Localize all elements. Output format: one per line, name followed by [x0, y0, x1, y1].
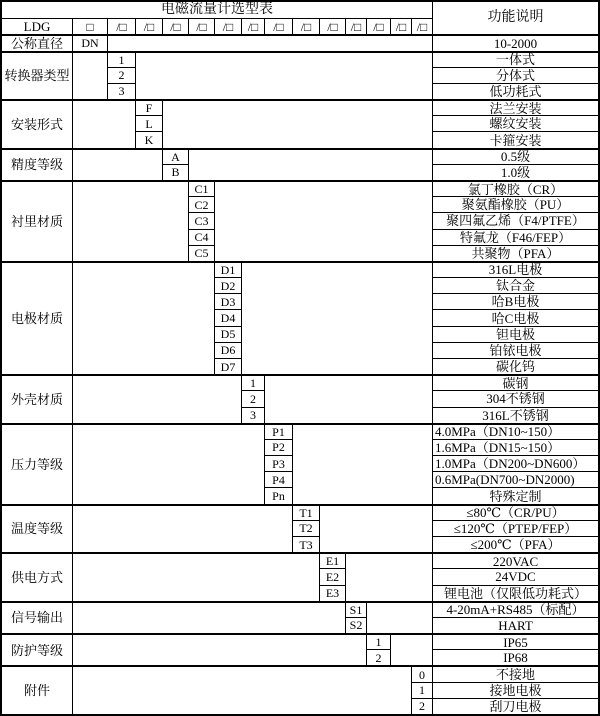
code-cell: 0	[411, 665, 432, 681]
description-cell: 4.0MPa（DN10~150）	[432, 423, 598, 439]
code-cell: C5	[188, 245, 214, 261]
description-cell: ≤200℃（PFA）	[432, 536, 598, 552]
description-cell: 低功耗式	[432, 83, 598, 99]
description-cell: ≤80℃（CR/PU）	[432, 504, 598, 520]
category-label: 公称直径	[2, 34, 72, 50]
description-cell: 10-2000	[432, 34, 598, 50]
code-cell: T2	[292, 520, 319, 536]
code-cell: D3	[214, 293, 241, 309]
code-cell: E1	[319, 552, 345, 568]
empty-cell	[345, 552, 432, 601]
code-cell: 2	[241, 390, 264, 406]
code-cell: T3	[292, 536, 319, 552]
empty-cell	[72, 180, 188, 261]
description-cell: 钛合金	[432, 277, 598, 293]
model-first-box: □	[72, 18, 107, 34]
model-code-slot: /□	[162, 18, 188, 34]
code-cell: 2	[107, 67, 135, 83]
code-cell: S2	[345, 617, 366, 633]
code-cell: L	[135, 115, 162, 131]
description-cell: 4-20mA+RS485（标配）	[432, 601, 598, 617]
model-code-slot: /□	[319, 18, 345, 34]
description-cell: 0.6MPa(DN700~DN2000)	[432, 471, 598, 487]
description-cell: 聚四氟乙烯（F4/PTFE）	[432, 212, 598, 228]
description-cell: 碳钢	[432, 374, 598, 390]
category-label: 附件	[2, 665, 72, 714]
code-cell: 1	[107, 51, 135, 67]
description-cell: 螺纹安装	[432, 115, 598, 131]
description-cell: ≤120℃（PTEP/FEP）	[432, 520, 598, 536]
category-label: 电极材质	[2, 261, 72, 374]
description-cell: 钽电极	[432, 326, 598, 342]
model-prefix: LDG	[2, 18, 72, 34]
model-code-slot: /□	[188, 18, 214, 34]
description-cell: IP65	[432, 633, 598, 649]
model-code-slot: /□	[292, 18, 319, 34]
description-cell: 304不锈钢	[432, 390, 598, 406]
category-label: 防护等级	[2, 633, 72, 665]
code-cell: A	[162, 148, 188, 164]
model-code-slot: /□	[135, 18, 162, 34]
description-cell: 法兰安装	[432, 99, 598, 115]
code-cell: T1	[292, 504, 319, 520]
code-cell: E2	[319, 568, 345, 584]
function-column-header: 功能说明	[432, 2, 598, 34]
code-cell: D1	[214, 261, 241, 277]
description-cell: IP68	[432, 649, 598, 665]
description-cell: 共聚物（PFA）	[432, 245, 598, 261]
category-label: 温度等级	[2, 504, 72, 553]
empty-cell	[319, 504, 432, 553]
empty-cell	[241, 261, 432, 374]
code-cell: 1	[411, 682, 432, 698]
category-label: 安装形式	[2, 99, 72, 148]
code-cell: P1	[264, 423, 292, 439]
empty-cell	[72, 374, 241, 423]
empty-cell	[72, 51, 107, 100]
code-cell: S1	[345, 601, 366, 617]
code-cell: 3	[241, 407, 264, 423]
code-cell: D4	[214, 309, 241, 325]
description-cell: 接地电极	[432, 682, 598, 698]
code-cell: C1	[188, 180, 214, 196]
empty-cell	[72, 423, 264, 504]
description-cell: 刮刀电极	[432, 698, 598, 714]
model-code-slot: /□	[241, 18, 264, 34]
code-cell: E3	[319, 585, 345, 601]
description-cell: 316L不锈钢	[432, 407, 598, 423]
empty-cell	[188, 148, 432, 180]
description-cell: 不接地	[432, 665, 598, 681]
description-cell: 316L电极	[432, 261, 598, 277]
empty-cell	[264, 374, 432, 423]
code-cell: 2	[411, 698, 432, 714]
empty-cell	[72, 148, 162, 180]
code-cell: 3	[107, 83, 135, 99]
code-cell: C4	[188, 229, 214, 245]
model-code-slot: /□	[411, 18, 432, 34]
code-cell: B	[162, 164, 188, 180]
empty-cell	[72, 504, 292, 553]
code-cell: 1	[366, 633, 390, 649]
category-label: 精度等级	[2, 148, 72, 180]
description-cell: 哈B电极	[432, 293, 598, 309]
description-cell: 聚氨酯橡胶（PU）	[432, 196, 598, 212]
description-cell: 0.5级	[432, 148, 598, 164]
code-cell: P4	[264, 471, 292, 487]
description-cell: 特殊定制	[432, 487, 598, 503]
category-label: 转换器类型	[2, 51, 72, 100]
empty-cell	[135, 51, 432, 100]
empty-cell	[292, 423, 432, 504]
description-cell: 分体式	[432, 67, 598, 83]
description-cell: 碳化钨	[432, 358, 598, 374]
description-cell: 哈C电极	[432, 309, 598, 325]
description-cell: 24VDC	[432, 568, 598, 584]
empty-cell	[72, 633, 366, 665]
description-cell: 特氟龙（F46/FEP）	[432, 229, 598, 245]
description-cell: 1.6MPa（DN15~150）	[432, 439, 598, 455]
model-code-slot: /□	[214, 18, 241, 34]
code-cell: F	[135, 99, 162, 115]
description-cell: 卡箍安装	[432, 131, 598, 147]
category-label: 外壳材质	[2, 374, 72, 423]
code-cell: D6	[214, 342, 241, 358]
code-cell: D7	[214, 358, 241, 374]
code-cell: D2	[214, 277, 241, 293]
description-cell: 一体式	[432, 51, 598, 67]
model-code-slot: /□	[366, 18, 390, 34]
category-label: 衬里材质	[2, 180, 72, 261]
empty-cell	[162, 99, 432, 148]
empty-cell	[72, 601, 345, 633]
model-code-slot: /□	[107, 18, 135, 34]
category-label: 信号输出	[2, 601, 72, 633]
code-cell: D5	[214, 326, 241, 342]
description-cell: HART	[432, 617, 598, 633]
code-cell: P3	[264, 455, 292, 471]
empty-cell	[72, 552, 319, 601]
empty-cell	[107, 34, 432, 50]
description-cell: 220VAC	[432, 552, 598, 568]
description-cell: 铂铱电极	[432, 342, 598, 358]
model-code-slot: /□	[264, 18, 292, 34]
code-cell: K	[135, 131, 162, 147]
category-label: 压力等级	[2, 423, 72, 504]
description-cell: 氯丁橡胶（CR）	[432, 180, 598, 196]
table-title: 电磁流量计选型表	[161, 2, 273, 18]
category-label: 供电方式	[2, 552, 72, 601]
model-code-slot: /□	[345, 18, 366, 34]
empty-cell	[390, 633, 432, 665]
empty-cell	[72, 261, 214, 374]
model-code-slot: /□	[390, 18, 411, 34]
empty-cell	[72, 99, 135, 148]
code-cell: 1	[241, 374, 264, 390]
empty-cell	[366, 601, 432, 633]
code-cell: Pn	[264, 487, 292, 503]
empty-cell	[72, 665, 411, 714]
code-cell: C3	[188, 212, 214, 228]
code-cell: DN	[72, 34, 107, 50]
code-cell: P2	[264, 439, 292, 455]
description-cell: 锂电池（仅限低功耗式）	[432, 585, 598, 601]
code-cell: C2	[188, 196, 214, 212]
description-cell: 1.0MPa（DN200~DN600）	[432, 455, 598, 471]
code-cell: 2	[366, 649, 390, 665]
description-cell: 1.0级	[432, 164, 598, 180]
empty-cell	[214, 180, 432, 261]
